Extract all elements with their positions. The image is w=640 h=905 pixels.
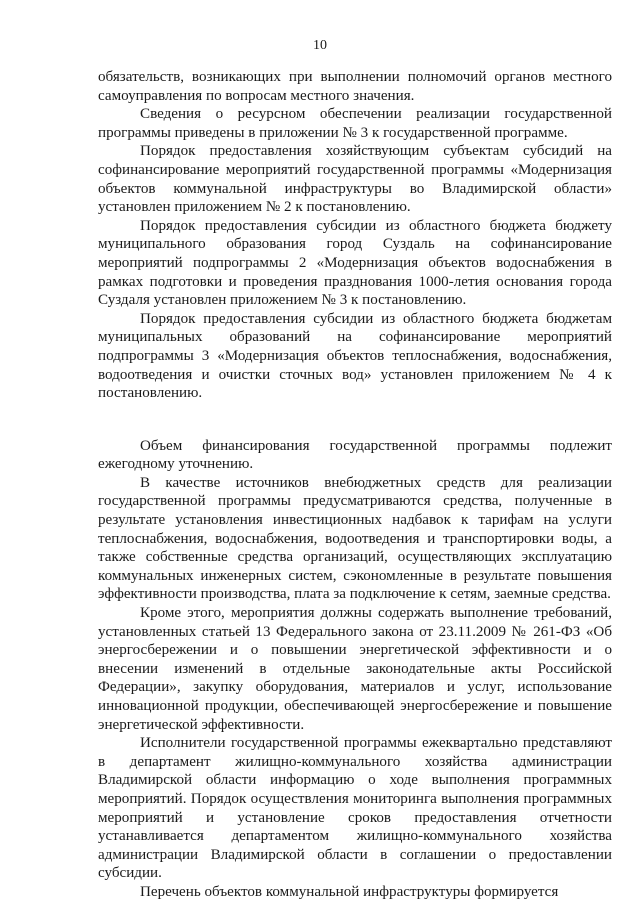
paragraph-resource-info: Сведения о ресурсном обеспечении реализации государственной программы приведены в приложении № 3 к государственной программе. (98, 106, 612, 141)
paragraph-subsidy-economic-entities: Порядок предоставления хозяйствующим субъектам субсидий на софинансирование мероприятий государственной программы «Модернизация объектов коммунальной инфраструктуры во Владимирской области» установлен приложением № 2 к постановлению. (98, 143, 612, 216)
paragraph-subsidy-suzdal: Порядок предоставления субсидии из областного бюджета бюджету муниципального образования город Суздаль на софинансирование мероприятий подпрограммы 2 «Модернизация объектов водоснабжения в рамках подготовки и проведения празднования 1000-летия основания города Суздаля установлен приложением № 3 к постановлению. (98, 217, 612, 309)
paragraph-federal-law-requirements: Кроме этого, мероприятия должны содержать выполнение требований, установленных статьей 13 Федерального закона от 23.11.2009 № 261-ФЗ «Об энергосбережении и о повышении энергетической эффективности и о внесении изменений в отдельные законодательные акты Российской Федерации», закупку оборудования, материалов и услуг, использование инновационной продукции, обеспечивающей энергосбережение и повышение энергетической эффективности. (98, 605, 612, 733)
paragraph-objects-list: Перечень объектов коммунальной инфраструктуры формируется (140, 883, 559, 900)
paragraph-financing-volume: Объем финансирования государственной программы подлежит ежегодному уточнению. (98, 437, 612, 473)
paragraph-executors-reporting: Исполнители государственной программы ежеквартально представляют в департамент жилищно-коммунального хозяйства администрации Владимирской области информацию о ходе выполнения программных мероприятий. Порядок осуществления мониторинга выполнения программных мероприятий и установление сроков предоставления отчетности устанавливается департаментом жилищно-коммунального хозяйства администрации Владимирской области в соглашении о предоставлении субсидии. (98, 735, 612, 882)
document-body (98, 68, 612, 902)
paragraph-continuation: обязательств, возникающих при выполнении полномочий органов местного самоуправления по вопросам местного значения. (98, 69, 612, 104)
page-number: 10 (313, 38, 327, 53)
paragraph-extrabudgetary-sources: В качестве источников внебюджетных средств для реализации государственной программы предусматриваются средства, полученные в результате установления инвестиционных надбавок к тарифам на услуги теплоснабжения, водоснабжения, водоотведения и транспортировки воды, а также собственные средства организаций, осуществляющих эксплуатацию коммунальных инженерных систем, сэкономленные в результате повышения эффективности производства, плата за подключение к сетям, заемные средства. (98, 474, 612, 603)
paragraph-subsidy-municipalities: Порядок предоставления субсидии из областного бюджета бюджетам муниципальных образований на софинансирование мероприятий подпрограммы 3 «Модернизация объектов теплоснабжения, водоснабжения, водоотведения и очистки сточных вод» установлен приложением № 4 к постановлению. (98, 310, 612, 402)
